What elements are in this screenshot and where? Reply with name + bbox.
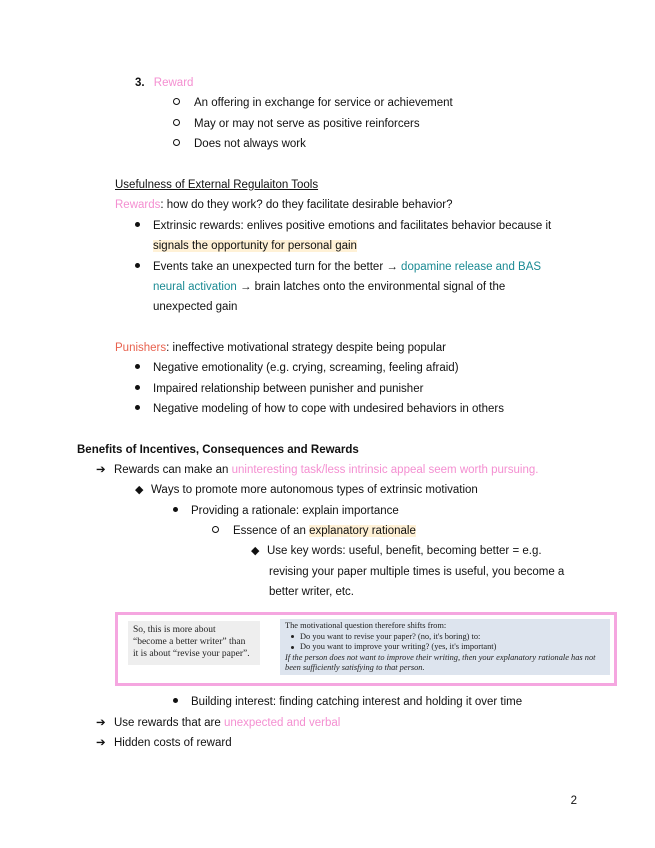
bullet-icon [291,646,294,649]
diamond-bullet-icon: ◆ [251,545,260,557]
arrow-icon: ➔ [96,717,106,729]
page-number: 2 [570,795,577,807]
bullet-icon [135,405,140,410]
screenshot-left-panel: So, this is more about “become a better writer” than it is about “revise your paper”. [128,621,260,665]
bullet-icon [291,635,294,638]
benefits-heading: Benefits of Incentives, Consequences and Rewards [77,444,359,456]
list-item: Negative modeling of how to cope with undesired behaviors in others [135,402,504,417]
list-item-continuation: better writer, etc. [269,586,355,598]
hollow-bullet-icon [212,526,219,533]
arrow-item: ➔ Rewards can make an uninteresting task/less intrinsic appeal seem worth pursuing. [96,464,539,476]
hollow-bullet-icon [173,139,180,146]
arrow-item: ➔ Hidden costs of reward [96,737,232,749]
hollow-bullet-icon [173,119,180,126]
list-item-continuation: unexpected gain [153,301,238,313]
section-title: Reward [153,77,194,89]
list-item: Does not always work [173,137,306,152]
bullet-icon [173,698,178,703]
punishers-label: Punishers [115,342,167,354]
list-item: Impaired relationship between punisher and punisher [135,382,423,397]
bullet-icon [135,263,140,268]
list-item: Providing a rationale: explain importance [173,504,399,519]
diamond-bullet-icon: ◆ [135,484,144,496]
arrow-icon: ➔ [96,464,106,476]
arrow-item: ➔ Use rewards that are unexpected and verbal [96,717,341,729]
diamond-item: ◆ Use key words: useful, benefit, becoming better = e.g. [251,545,542,557]
bullet-icon [135,364,140,369]
bullet-icon [173,507,178,512]
list-item: An offering in exchange for service or achievement [173,96,453,111]
screenshot-right-panel: The motivational question therefore shifts from: Do you want to revise your paper? (no, it's boring) to: Do you want to improve your writing? (yes, it's important) If the person does not want to improve their writing, then your explanatory rationale has not been sufficiently satisfying to that person. [280,619,610,675]
rewards-question: Rewards: how do they work? do they facilitate desirable behavior? [115,199,453,211]
rewards-label: Rewards [115,199,161,211]
hollow-bullet-icon [173,98,180,105]
highlight: explanatory rationale [309,525,416,537]
list-item: Building interest: finding catching interest and holding it over time [173,695,522,710]
list-item: May or may not serve as positive reinforcers [173,117,420,132]
highlight: signals the opportunity for personal gain [153,240,357,252]
embedded-screenshot [115,612,617,686]
list-item: Extrinsic rewards: enlives positive emotions and facilitates behavior because it [135,219,551,234]
usefulness-heading: Usefulness of External Regulaiton Tools [115,179,319,191]
arrow-icon: ➔ [96,737,106,749]
list-item-continuation [153,239,357,254]
list-item: Negative emotionality (e.g. crying, screaming, feeling afraid) [135,361,459,376]
section-number: 3. [135,77,145,89]
list-item-continuation: revising your paper multiple times is useful, you become a [269,566,565,578]
list-item-continuation: neural activation → brain latches onto the environmental signal of the [153,281,506,293]
bullet-icon [135,222,140,227]
section-3-heading [135,76,193,91]
list-item: Essence of an explanatory rationale [212,524,416,539]
punishers-line: Punishers: ineffective motivational strategy despite being popular [115,342,446,354]
bullet-icon [135,385,140,390]
list-item: Events take an unexpected turn for the better → dopamine release and BAS [135,260,541,275]
diamond-item: ◆ Ways to promote more autonomous types of extrinsic motivation [135,484,478,496]
